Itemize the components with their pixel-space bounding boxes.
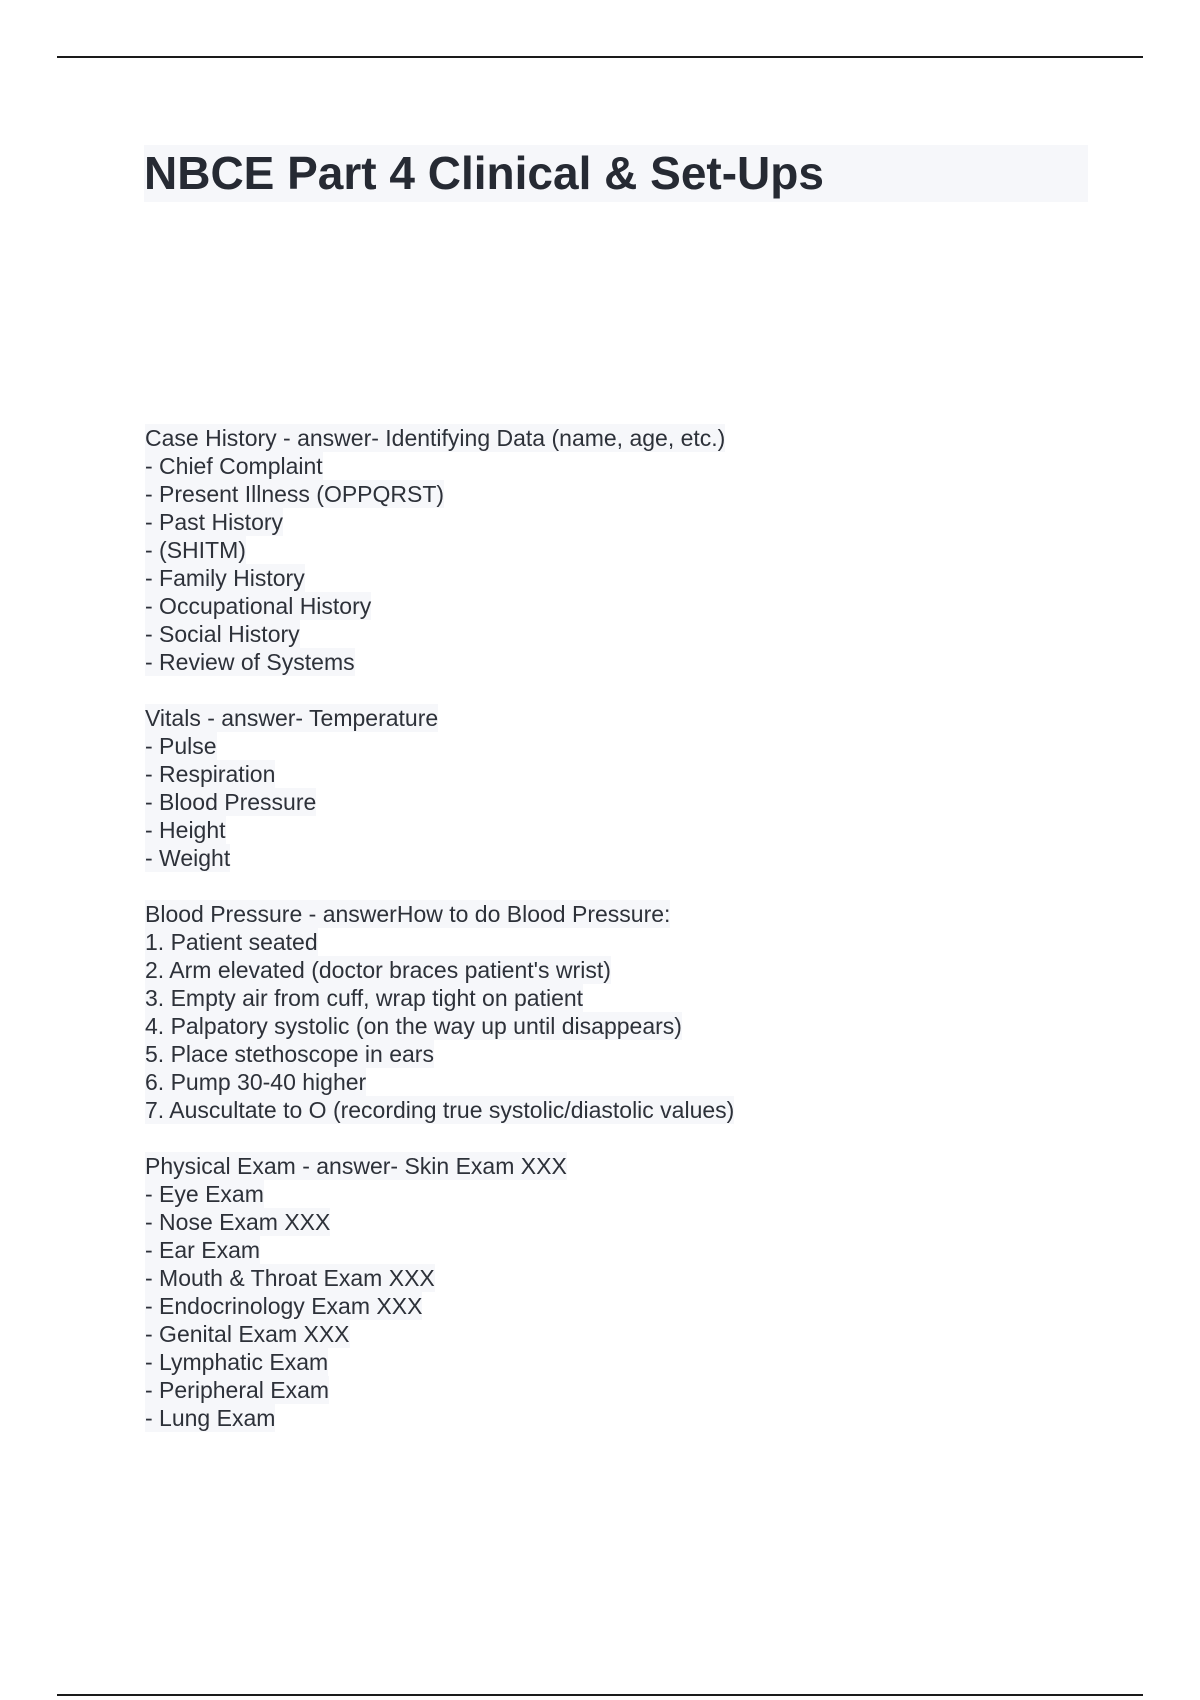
text-line: - Respiration (145, 761, 276, 787)
header-rule (57, 56, 1143, 58)
text-line: - Lung Exam (145, 1405, 276, 1431)
text-line: 6. Pump 30-40 higher (145, 1069, 367, 1095)
text-line: - Occupational History (145, 593, 372, 619)
section-blood-pressure (145, 900, 1085, 1124)
text-line: 5. Place stethoscope in ears (145, 1041, 434, 1067)
text-line: Vitals - answer- Temperature (145, 705, 439, 731)
section-vitals (145, 704, 1085, 872)
text-line: Case History - answer- Identifying Data (name, age, etc.) (145, 425, 726, 451)
text-line: - Endocrinology Exam XXX (145, 1293, 423, 1319)
text-line: - Ear Exam (145, 1237, 261, 1263)
text-line: 4. Palpatory systolic (on the way up until disappears) (145, 1013, 682, 1039)
text-line: - Pulse (145, 733, 217, 759)
text-line: 2. Arm elevated (doctor braces patient's wrist) (145, 957, 611, 983)
text-line: - Genital Exam XXX (145, 1321, 350, 1347)
text-line: 7. Auscultate to O (recording true systolic/diastolic values) (145, 1097, 735, 1123)
text-line: - Family History (145, 565, 305, 591)
text-line: 3. Empty air from cuff, wrap tight on patient (145, 985, 584, 1011)
text-line: - Mouth & Throat Exam XXX (145, 1265, 435, 1291)
document-title: NBCE Part 4 Clinical & Set-Ups (144, 147, 824, 199)
text-line: - Past History (145, 509, 284, 535)
text-line: - Social History (145, 621, 300, 647)
text-line: - Present Illness (OPPQRST) (145, 481, 445, 507)
footer-rule (57, 1694, 1143, 1696)
text-line: - Peripheral Exam (145, 1377, 330, 1403)
text-line: - Chief Complaint (145, 453, 323, 479)
text-line: 1. Patient seated (145, 929, 318, 955)
text-line: Physical Exam - answer- Skin Exam XXX (145, 1153, 567, 1179)
text-line: - Review of Systems (145, 649, 355, 675)
text-line: - Lymphatic Exam (145, 1349, 329, 1375)
text-line: - Nose Exam XXX (145, 1209, 331, 1235)
document-body (145, 424, 1085, 1460)
text-line: - Eye Exam (145, 1181, 264, 1207)
text-line: - Weight (145, 845, 231, 871)
text-line: - Height (145, 817, 226, 843)
section-physical-exam (145, 1152, 1085, 1432)
text-line: - Blood Pressure (145, 789, 317, 815)
text-line: Blood Pressure - answerHow to do Blood Pressure: (145, 901, 671, 927)
text-line: - (SHITM) (145, 537, 246, 563)
section-case-history (145, 424, 1085, 676)
